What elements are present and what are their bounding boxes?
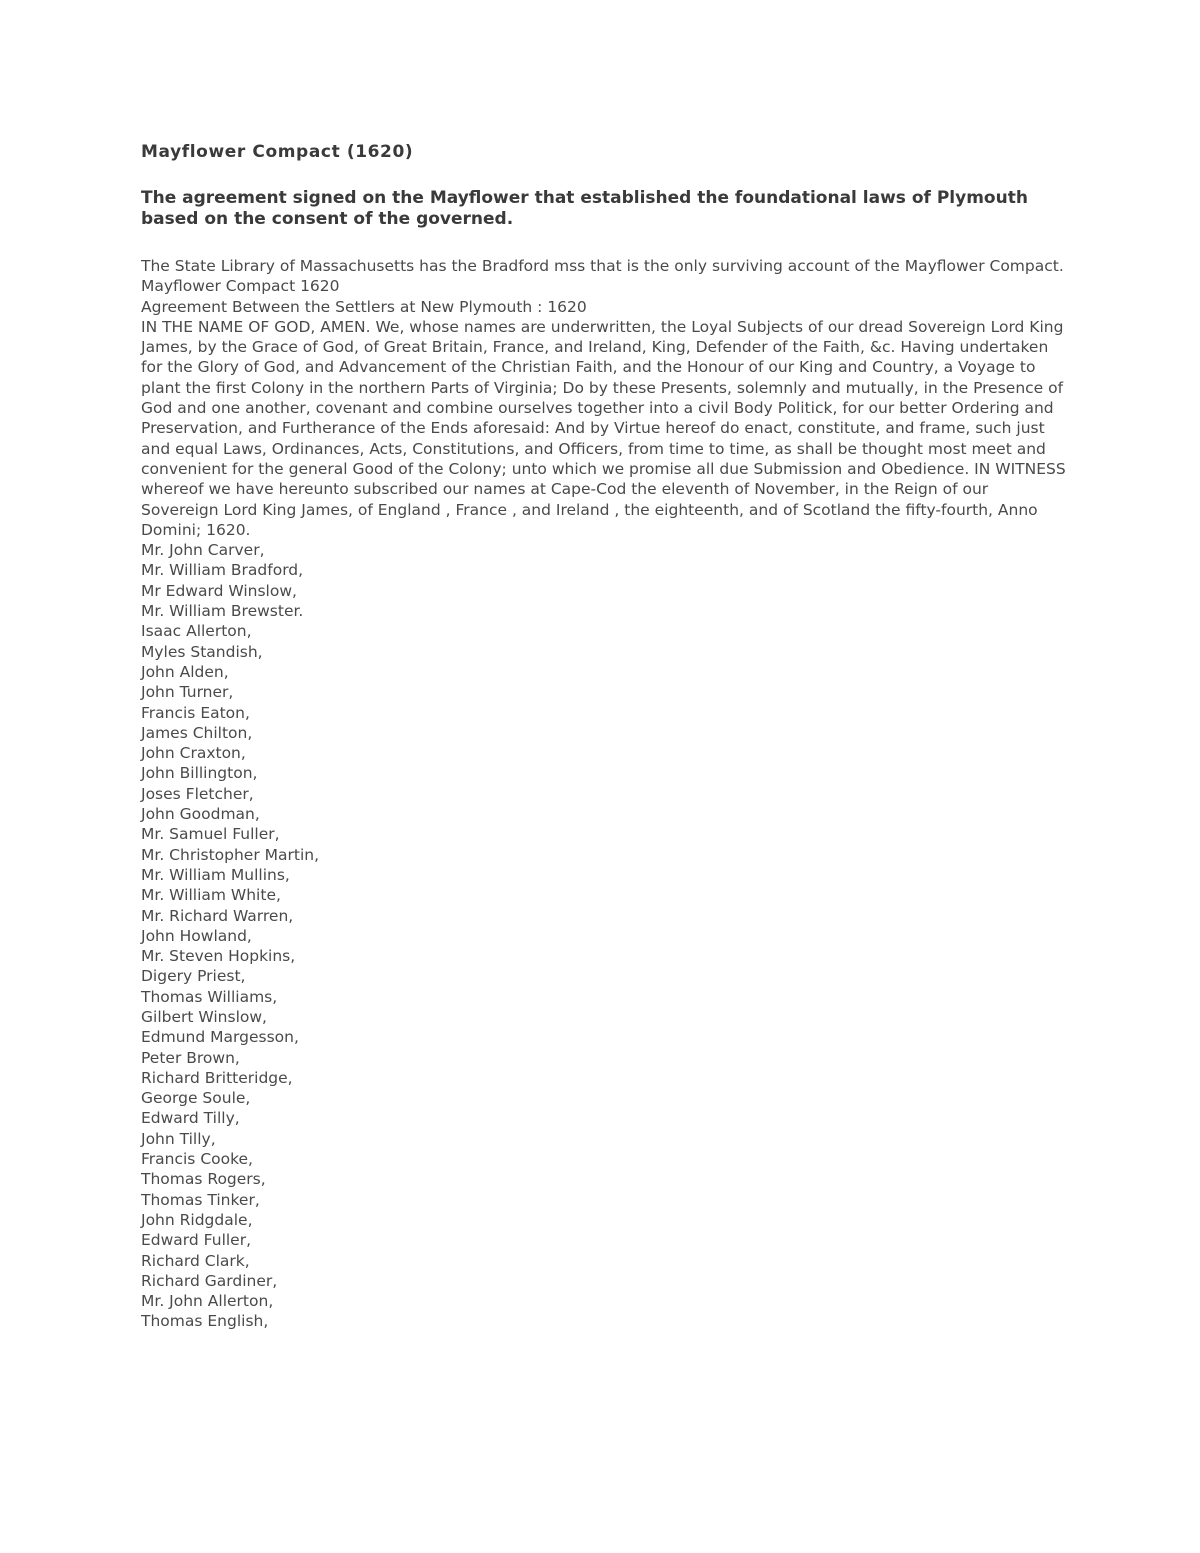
signer-name: John Tilly, (141, 1129, 216, 1148)
signer-name: George Soule, (141, 1089, 251, 1108)
signer-name: Mr. Christopher Martin, (141, 845, 320, 864)
signer-name: John Alden, (141, 662, 229, 681)
signer-name: Mr. William Mullins, (141, 865, 290, 884)
signer-name: Thomas Rogers, (141, 1170, 266, 1189)
intro-paragraph: The State Library of Massachusetts has the Bradford mss that is the only surviving account of the Mayflower Compact. (141, 257, 1064, 275)
compact-text: IN THE NAME OF GOD, AMEN. We, whose names are underwritten, the Loyal Subjects of our dread Sovereign Lord King James, by the Grace of God, of Great Britain, France, and Ireland, King, Defender of the Faith, &c. Having undertaken for the Glory of God, and Advancement of the Christian Faith, and the Honour of our King and Country, a Voyage to plant the first Colony in the northern Parts of Virginia; Do by these Presents, solemnly and mutually, in the Presence of God and one another, covenant and combine ourselves together into a civil Body Politick, for our better Ordering and Preservation, and Furtherance of the Ends aforesaid: And by Virtue hereof do enact, constitute, and frame, such just and equal Laws, Ordinances, Acts, Constitutions, and Officers, from time to time, as shall be thought most meet and convenient for the general Good of the Colony; unto which we promise all due Submission and Obedience. IN WITNESS whereof we have hereunto subscribed our names at Cape-Cod the eleventh of November, in the Reign of our Sovereign Lord King James, of England , France , and Ireland , the eighteenth, and of Scotland the fifty-fourth, Anno Domini; 1620. (141, 317, 1066, 539)
signer-name: Joses Fletcher, (141, 784, 254, 803)
signer-name: James Chilton, (141, 723, 253, 742)
signer-name: Edmund Margesson, (141, 1028, 299, 1047)
signers-list (141, 540, 1066, 1332)
signer-name: Richard Britteridge, (141, 1068, 293, 1087)
signer-name: John Craxton, (141, 744, 246, 763)
signer-name: Isaac Allerton, (141, 622, 252, 641)
signer-name: Mr. William Bradford, (141, 561, 304, 580)
signer-name: Mr. Samuel Fuller, (141, 825, 280, 844)
signer-name: John Turner, (141, 683, 234, 702)
signer-name: Thomas English, (141, 1312, 269, 1331)
signer-name: Edward Fuller, (141, 1231, 252, 1250)
signer-name: Mr Edward Winslow, (141, 581, 297, 600)
document-body (141, 256, 1066, 540)
signer-name: Mr. William Brewster. (141, 602, 304, 621)
agreement-line: Agreement Between the Settlers at New Plymouth : 1620 (141, 297, 587, 316)
signer-name: Mr. Richard Warren, (141, 906, 294, 925)
document-subtitle: The agreement signed on the Mayflower that established the foundational laws of Plymouth based on the consent of the governed. (141, 188, 1028, 229)
signer-name: Gilbert Winslow, (141, 1007, 267, 1026)
signer-name: Mr. Steven Hopkins, (141, 947, 296, 966)
signer-name: Thomas Williams, (141, 987, 278, 1006)
signer-name: Mr. William White, (141, 886, 281, 905)
signer-name: Peter Brown, (141, 1048, 240, 1067)
signer-name: Francis Eaton, (141, 703, 250, 722)
signer-name: John Ridgdale, (141, 1210, 253, 1229)
signer-name: Richard Clark, (141, 1251, 250, 1270)
signer-name: Mr. John Carver, (141, 541, 265, 560)
signer-name: Thomas Tinker, (141, 1190, 260, 1209)
signer-name: Mr. John Allerton, (141, 1292, 274, 1311)
signer-name: Richard Gardiner, (141, 1271, 278, 1290)
signer-name: John Goodman, (141, 805, 260, 824)
signer-name: Myles Standish, (141, 642, 263, 661)
document-page (141, 141, 1066, 1332)
document-title: Mayflower Compact (1620) (141, 142, 414, 162)
signer-name: Digery Priest, (141, 967, 246, 986)
compact-heading: Mayflower Compact 1620 (141, 277, 340, 296)
signer-name: John Billington, (141, 764, 258, 783)
signer-name: Francis Cooke, (141, 1150, 253, 1169)
signer-name: John Howland, (141, 926, 252, 945)
signer-name: Edward Tilly, (141, 1109, 240, 1128)
